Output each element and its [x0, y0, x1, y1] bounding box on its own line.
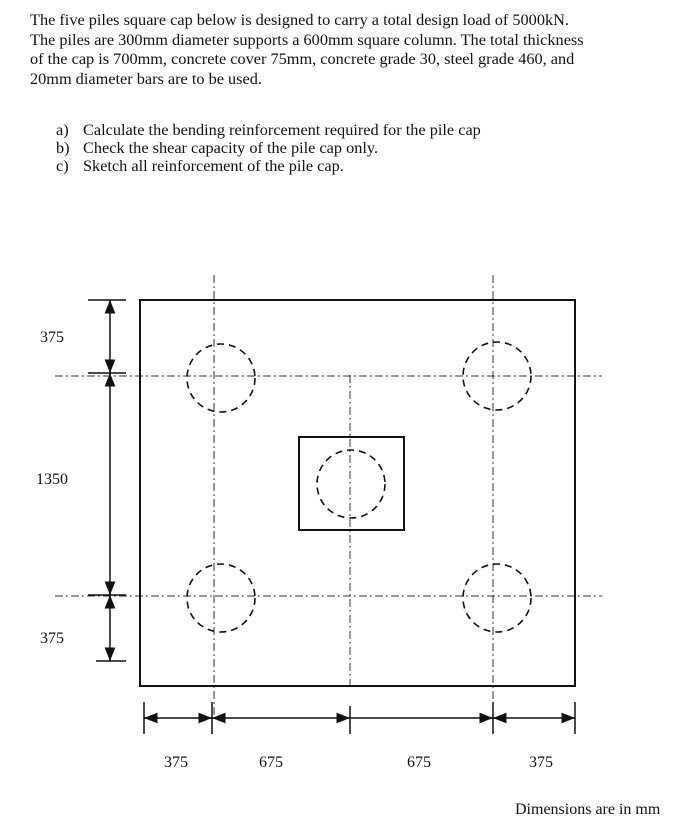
- intro-line-2: The piles are 300mm diameter supports a 600mm square column. The total thickness: [30, 29, 584, 49]
- question-text: Calculate the bending reinforcement required for the pile cap: [83, 120, 481, 139]
- intro-line-4: 20mm diameter bars are to be used.: [30, 68, 262, 88]
- units-note: Dimensions are in mm: [515, 801, 661, 818]
- question-letter: b): [56, 138, 70, 157]
- question-letter: c): [56, 156, 69, 175]
- intro-line-3: of the cap is 700mm, concrete cover 75mm, concrete grade 30, steel grade 460, and: [30, 49, 575, 68]
- dim-label-bottom: 375: [40, 630, 64, 647]
- dim-label-h3: 675: [407, 754, 431, 771]
- pile-center-lines: [55, 275, 602, 715]
- dim-label-h4: 375: [529, 754, 553, 771]
- dim-label-h2: 675: [259, 754, 283, 771]
- pile-cap-outline: [140, 300, 575, 686]
- pile-bottom-right: [463, 564, 531, 632]
- dim-label-middle: 1350: [36, 471, 68, 488]
- piles: [187, 342, 531, 632]
- pile-bottom-left: [187, 564, 255, 632]
- dim-label-h1: 375: [164, 754, 188, 771]
- column-square: [299, 437, 404, 530]
- question-letter: a): [56, 120, 69, 139]
- vertical-dimension-chain: [88, 300, 126, 661]
- question-text: Sketch all reinforcement of the pile cap.: [83, 156, 344, 175]
- horizontal-dimension-chain: [144, 702, 575, 734]
- pile-top-left: [187, 344, 255, 412]
- question-text: Check the shear capacity of the pile cap only.: [83, 138, 379, 157]
- dim-label-top: 375: [40, 329, 64, 346]
- intro-line-1: The five piles square cap below is designed to carry a total design load of 5000kN.: [30, 10, 569, 29]
- pile-center: [317, 450, 385, 518]
